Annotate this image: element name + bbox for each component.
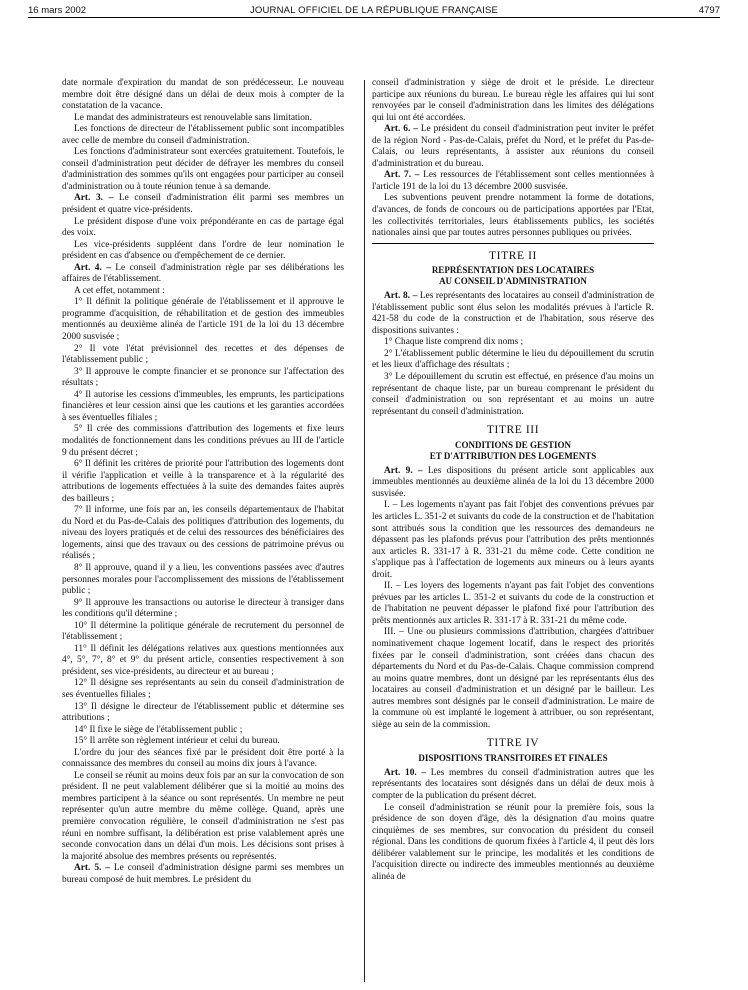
paragraph-text: 4° Il autorise les cessions d'immeubles, les emprunts, les participations financières et leur cession ainsi que les cautions et les garanties accordées à ses éventuelles filiales ; (62, 389, 344, 423)
article-label: Art. 3. – (74, 193, 114, 204)
paragraph-text: 7° Il informe, une fois par an, les conseils départementaux de l'habitat du Nord et du Pas-de-Calais des politiques d'attribution des logements, du niveau des loyers pratiqués et de celui des ressources des bénéficiaires des logements, ainsi que des travaux ou des cessions de patrimoine prévus ou réalisés ; (62, 505, 344, 562)
titre-4-sub-line-1: DISPOSITIONS TRANSITOIRES ET FINALES (418, 752, 608, 763)
paragraph (62, 297, 344, 343)
paragraph (372, 193, 654, 239)
article-label: Art. 7. – (384, 170, 420, 181)
paragraph-text: 6° Il définit les critères de priorité pour l'attribution des logements dont il vérifie l'application et veille à la transparence et à la régularité des attributions de logements effectuées à la suite des demandes faites auprès des bailleurs ; (62, 459, 344, 504)
header-journal-title: JOURNAL OFFICIEL DE LA RÉPUBLIQUE FRANÇAISE (249, 5, 499, 16)
paragraph (62, 736, 344, 748)
paragraph (372, 500, 654, 581)
right-column (372, 78, 654, 978)
article-label: Art. 8. – (384, 291, 418, 302)
titre-3-heading: TITRE III (486, 424, 540, 437)
titre-2-sub-line-1: REPRÉSENTATION DES LOCATAIRES (431, 265, 595, 276)
paragraph-text: 12° Il désigne ses représentants au sein du conseil d'administration de ses éventuelles filiales ; (62, 678, 344, 700)
column-divider (364, 80, 365, 982)
paragraph-text: 9° Il approuve les transactions ou autorise le directeur à transiger dans les conditions qu'il détermine ; (62, 597, 344, 620)
paragraph-text: Les subventions peuvent prendre notamment la forme de dotations, d'avances, de fonds de concours ou de participations apportées par l'Etat, les collectivités territoriales, leurs établissements publics, les sociétés nationales ainsi que par toutes autres personnes publiques ou privées. (372, 193, 654, 239)
article-label: Art. 6. – (384, 124, 418, 135)
paragraph-text: L'ordre du jour des séances fixé par le président doit être porté à la connaissance des membres du conseil au moins dix jours à l'avance. (62, 747, 344, 770)
paragraph-text: Le mandat des administrateurs est renouvelable sans limitation. (74, 112, 312, 123)
paragraph-text: 14° Il fixe le siège de l'établissement public ; (74, 724, 243, 735)
left-column (62, 78, 344, 978)
paragraph-text: I. – Les logements n'ayant pas fait l'objet des conventions prévues par les articles L. 351-2 et suivants du code de la construction et de l'habitation sont attribués sous la condition que les ressources des demandeurs ne dépassent pas les plafonds prévus pour l'attribution des prêts mentionnés aux articles R. 331-17 à R. 331-21 du même code. Cette condition ne s'applique pas à l'affectation de logements aux mineurs ou à leurs ayants droit. (372, 500, 654, 580)
section-rule (372, 243, 654, 244)
titre-2-subtitle (372, 265, 654, 287)
paragraph-text: Les ressources de l'établissement sont celles mentionnées à l'article 191 de la loi du 13 décembre 2000 susvisée. (372, 170, 654, 192)
article-label: Art. 9. – (384, 465, 423, 476)
paragraph-text: Le président du conseil d'administration peut inviter le préfet de la région Nord - Pas-de-Calais, préfet du Nord, et le préfet du Pas-de-Calais, ou leurs représentants, à assister aux réunions du conseil d'administration et du bureau. (372, 124, 654, 169)
paragraph (62, 748, 344, 771)
paragraph (62, 78, 344, 113)
article-paragraph (372, 466, 654, 501)
paragraph-text: Les vice-présidents suppléent dans l'ordre de leur nomination le président en cas d'absence ou d'empêchement de ce dernier. (62, 239, 344, 262)
paragraph (372, 372, 654, 418)
titre-2-sub-line-2: AU CONSEIL D'ADMINISTRATION (439, 276, 587, 287)
article-paragraph (62, 863, 344, 886)
paragraph (62, 771, 344, 863)
paragraph-text: 3° Il approuve le compte financier et se prononce sur l'affectation des résultats ; (62, 366, 344, 389)
paragraph (62, 124, 344, 147)
page-header (28, 3, 720, 17)
article-paragraph (372, 768, 654, 803)
header-page-number: 4797 (698, 5, 720, 16)
paragraph-text: 8° Il approuve, quand il y a lieu, les conventions passées avec d'autres personnes morales pour l'accomplissement des missions de l'établissement public ; (62, 562, 344, 597)
paragraph (62, 702, 344, 725)
titre-2-heading: TITRE II (489, 249, 537, 262)
paragraph (62, 678, 344, 701)
paragraph-text: Le conseil d'administration élit parmi ses membres un président et quatre vice-présidents. (62, 193, 344, 216)
titre-3-subtitle (372, 440, 654, 462)
paragraph (62, 217, 344, 240)
paragraph-text: II. – Les loyers des logements n'ayant pas fait l'objet des conventions prévues par les articles L. 351-2 et suivants du code de la construction et de l'habitation ne peuvent dépasser le plafond fixé pour l'attribution des prêts mentionnés aux articles R. 331-17 à R. 331-21 du même code. (372, 581, 654, 626)
titre-3-sub-line-1: CONDITIONS DE GESTION (454, 439, 572, 450)
paragraph-text: 10° Il détermine la politique générale de recrutement du personnel de l'établissement ; (62, 620, 344, 643)
paragraph (372, 337, 654, 349)
paragraph (62, 505, 344, 563)
paragraph (372, 581, 654, 627)
header-rule (28, 17, 720, 18)
paragraph (372, 78, 654, 124)
paragraph (62, 344, 344, 367)
paragraph (62, 286, 344, 298)
paragraph-text: Le conseil d'administration désigne parmi ses membres un bureau composé de huit membres. Le président du (62, 863, 344, 885)
paragraph-text: Le conseil d'administration règle par ses délibérations les affaires de l'établissement. (62, 262, 344, 285)
paragraph-text: date normale d'expiration du mandat de son prédécesseur. Le nouveau membre doit être désigné dans un délai de deux mois à compter de la constatation de la vacance. (62, 78, 344, 112)
paragraph (372, 627, 654, 731)
paragraph-text: Le président dispose d'une voix prépondérante en cas de partage égal des voix. (62, 216, 344, 239)
paragraph-text: 1° Chaque liste comprend dix noms ; (384, 337, 524, 348)
paragraph (62, 367, 344, 390)
article-paragraph (372, 124, 654, 170)
paragraph-text: 2° L'établissement public détermine le lieu du dépouillement du scrutin et les lieux d'affichage des résultats ; (372, 348, 654, 371)
paragraph-text: Les membres du conseil d'administration autres que les représentants des locataires sont désignés dans un délai de deux mois à compter de la publication du présent décret. (372, 767, 654, 801)
paragraph-text: A cet effet, notamment : (74, 285, 165, 296)
titre-4-subtitle (372, 753, 654, 764)
paragraph (62, 644, 344, 679)
paragraph-text: 3° Le dépouillement du scrutin est effectué, en présence d'au moins un représentant de chaque liste, par un bureau comprenant le président du conseil d'administration ou son représentant et au moins un autre représentant du conseil d'administration. (372, 372, 654, 417)
paragraph-text: 5° Il crée des commissions d'attribution des logements et fixe leurs modalités de fonctionnement dans les conditions prévues au III de l'article 9 du présent décret ; (62, 424, 344, 458)
paragraph-text: Le conseil d'administration se réunit pour la première fois, sous la présidence de son doyen d'âge, dès la désignation d'au moins quatre cinquièmes de ses membres, sur convocation du président du conseil régional. Dans les conditions de quorum fixées à l'article 4, il peut dès lors délibérer valablement sur le principe, les modalités et les conditions de l'acquisition directe ou indirecte des immeubles mentionnés au deuxième alinéa de (372, 802, 654, 882)
paragraph (372, 803, 654, 884)
right-part-2 (372, 291, 654, 418)
paragraph-text: conseil d'administration y siège de droit et le préside. Le directeur participe aux réunions du bureau. Le bureau règle les affaires qui lui sont renvoyées par le conseil d'administration dans les limites des délégations qui lui ont été accordées. (372, 78, 654, 123)
article-label: Art. 10. – (384, 767, 427, 778)
paragraph (62, 240, 344, 263)
article-label: Art. 4. – (74, 262, 111, 273)
titre-3-sub-line-2: ET D'ATTRIBUTION DES LOGEMENTS (429, 450, 597, 461)
paragraph-text: 15° Il arrête son règlement intérieur et celui du bureau. (74, 736, 280, 747)
article-label: Art. 5. – (74, 863, 110, 874)
article-paragraph (62, 193, 344, 216)
article-paragraph (62, 263, 344, 286)
paragraph-text: 11° Il définit les délégations relatives aux questions mentionnées aux 4°, 5°, 7°, 8° et 9° du présent article, consenties respectivement à son président, ses vice-présidents, au directeur et au bureau ; (62, 643, 344, 677)
right-part-3 (372, 466, 654, 732)
paragraph (62, 147, 344, 193)
paragraph-text: III. – Une ou plusieurs commissions d'attribution, chargées d'attribuer nominativement chaque logement locatif, dans le respect des priorités fixées par le conseil d'administration, sont créées dans chacun des départements du Nord et du Pas-de-Calais. Chaque commission comprend au moins quatre membres, dont un désigné par les représentants élus des locataires au conseil d'administration et un désigné par le bailleur. Les autres membres sont désignés par le conseil d'administration. Le maire de la commune où est implanté le logement à attribuer, ou son représentant, siège au sein de la commission. (372, 627, 654, 730)
paragraph (62, 598, 344, 621)
paragraph (62, 113, 344, 125)
titre-4-heading: TITRE IV (486, 737, 540, 750)
article-paragraph (372, 291, 654, 337)
paragraph-text: Les fonctions d'administrateur sont exercées gratuitement. Toutefois, le conseil d'administration peut décider de défrayer les membres du conseil d'administration des sommes qu'ils ont engagées pour participer au conseil d'administration ou à toute réunion tenue à sa demande. (62, 147, 344, 192)
paragraph-text: Le conseil se réunit au moins deux fois par an sur la convocation de son président. Il ne peut valablement délibérer que si la moitié au moins des membres participent à la séance ou sont représentés. Un membre ne peut représenter qu'un autre membre du même collège. Quand, après une première convocation régulière, le conseil d'administration ne s'est pas réuni en nombre suffisant, la délibération est prise valablement après une seconde convocation dans un délai d'un mois. Les décisions sont prises à la majorité absolue des membres présents ou représentés. (62, 770, 344, 862)
paragraph-text: 1° Il définit la politique générale de l'établissement et il approuve le programme d'acquisition, de réhabilitation et de gestion des immeubles mentionnés au deuxième alinéa de l'article 191 de la loi du 13 décembre 2000 susvisée ; (62, 297, 344, 343)
paragraph-text: Les représentants des locataires au conseil d'administration de l'établissement public sont élus selon les modalités prévues à l'article R. 421-58 du code de la construction et de l'habitation, sous réserve des dispositions suivantes : (372, 291, 654, 336)
paragraph (62, 390, 344, 425)
paragraph (62, 621, 344, 644)
paragraph-text: 2° Il vote l'état prévisionnel des recettes et des dépenses de l'établissement public ; (62, 343, 344, 366)
paragraph (62, 725, 344, 737)
paragraph (372, 349, 654, 372)
right-part-1 (372, 78, 654, 240)
paragraph (62, 459, 344, 505)
paragraph-text: 13° Il désigne le directeur de l'établissement public et détermine ses attributions ; (62, 701, 344, 724)
paragraph (62, 563, 344, 598)
paragraph-text: Les dispositions du présent article sont applicables aux immeubles mentionnés au deuxième alinéa de la loi du 13 décembre 2000 susvisée. (372, 465, 654, 499)
right-part-4 (372, 768, 654, 883)
header-date: 16 mars 2002 (28, 5, 87, 16)
paragraph-text: Les fonctions de directeur de l'établissement public sont incompatibles avec celle de membre du conseil d'administration. (62, 124, 344, 146)
paragraph (62, 424, 344, 459)
article-paragraph (372, 170, 654, 193)
